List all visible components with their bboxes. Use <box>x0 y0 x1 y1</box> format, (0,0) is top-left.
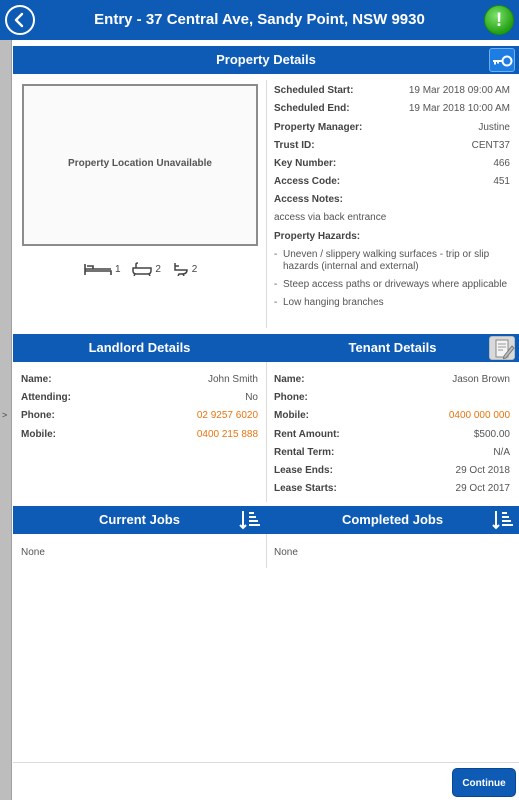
exclamation-icon[interactable] <box>484 5 514 35</box>
field-label: Rent Amount: <box>274 429 340 440</box>
confirm-symbol: ! <box>495 10 503 31</box>
access-notes-label: Access Notes: <box>274 194 343 205</box>
field-value: CENT37 <box>471 140 510 151</box>
field-label: Mobile: <box>274 410 309 421</box>
field-value: 466 <box>493 158 510 169</box>
field-row <box>274 173 510 191</box>
toilet-icon <box>173 262 189 276</box>
field-label: Name: <box>274 374 305 385</box>
drawer-chevron-icon: > <box>2 410 8 420</box>
edit-notes-icon[interactable] <box>489 336 515 360</box>
mobile-link[interactable]: 0400 000 000 <box>448 410 510 421</box>
field-value: No <box>245 392 258 403</box>
field-value: 29 Oct 2017 <box>455 483 510 494</box>
back-arrow-icon[interactable] <box>5 5 35 35</box>
field-value: $500.00 <box>473 429 510 440</box>
field-value: N/A <box>493 447 510 458</box>
field-row <box>274 480 510 498</box>
hazards-list <box>274 249 510 315</box>
field-value: 19 Mar 2018 10:00 AM <box>408 103 510 114</box>
hazard-item: - Low hanging branches <box>274 297 510 309</box>
top-bar <box>0 0 519 40</box>
field-label: Mobile: <box>21 429 56 440</box>
bedroom-count-value: 1 <box>115 263 121 275</box>
current-jobs-title: Current Jobs <box>99 512 180 527</box>
field-row <box>274 426 510 444</box>
field-label: Lease Starts: <box>274 483 337 494</box>
key-icon[interactable] <box>489 48 515 72</box>
page-title: Entry - 37 Central Ave, Sandy Point, NSW 9930 <box>94 11 425 28</box>
access-notes-row <box>274 191 510 209</box>
footer-divider <box>13 762 519 763</box>
sort-icon[interactable] <box>491 509 513 531</box>
access-notes-text: access via back entrance <box>274 212 387 223</box>
field-row <box>274 371 510 389</box>
tenant-details-header <box>266 334 519 362</box>
field-row <box>274 100 510 118</box>
landlord-details-header <box>13 334 266 362</box>
map-unavailable-text: Property Location Unavailable <box>68 158 212 169</box>
field-value: Jason Brown <box>452 374 510 385</box>
field-row <box>274 407 510 425</box>
field-label: Scheduled Start: <box>274 85 354 96</box>
hazard-item: - Uneven / slippery walking surfaces - trip or slip hazards (internal and external) <box>274 249 510 273</box>
mobile-link[interactable]: 0400 215 888 <box>196 429 258 440</box>
field-row <box>274 444 510 462</box>
bathroom-count <box>132 262 161 276</box>
completed-jobs-header <box>266 506 519 534</box>
field-label: Access Code: <box>274 176 341 187</box>
field-row <box>21 426 258 444</box>
field-row <box>274 462 510 480</box>
field-value: 451 <box>493 176 510 187</box>
landlord-details-title: Landlord Details <box>88 340 191 355</box>
field-row <box>274 82 510 100</box>
hazards-label: Property Hazards: <box>274 231 361 242</box>
field-label: Key Number: <box>274 158 337 169</box>
field-row <box>21 371 258 389</box>
completed-jobs-empty: None <box>274 547 298 558</box>
current-jobs-header <box>13 506 266 534</box>
field-value: Justine <box>478 122 510 133</box>
sort-icon[interactable] <box>238 509 260 531</box>
field-row <box>21 389 258 407</box>
property-map <box>22 84 258 246</box>
field-label: Phone: <box>21 410 55 421</box>
bed-icon <box>84 262 112 276</box>
field-row <box>274 137 510 155</box>
field-row <box>274 389 510 407</box>
bathtub-icon <box>132 262 152 276</box>
field-label: Trust ID: <box>274 140 315 151</box>
toilet-count <box>173 262 198 276</box>
property-details-title: Property Details <box>216 52 316 67</box>
field-row <box>274 155 510 173</box>
field-label: Attending: <box>21 392 71 403</box>
field-label: Scheduled End: <box>274 103 350 114</box>
field-row <box>21 407 258 425</box>
contacts-divider <box>266 362 267 502</box>
field-label: Property Manager: <box>274 122 363 133</box>
tenant-details-title: Tenant Details <box>348 340 437 355</box>
continue-button[interactable]: Continue <box>452 768 516 797</box>
toilet-count-value: 2 <box>191 263 198 275</box>
field-value: John Smith <box>207 374 258 385</box>
room-counts <box>84 262 206 278</box>
side-drawer-handle[interactable] <box>0 40 12 800</box>
field-value: 19 Mar 2018 09:00 AM <box>408 85 510 96</box>
hazards-row <box>274 228 510 246</box>
field-label: Rental Term: <box>274 447 335 458</box>
phone-link[interactable]: 02 9257 6020 <box>196 410 258 421</box>
current-jobs-empty: None <box>21 547 45 558</box>
jobs-divider <box>266 534 267 568</box>
bedroom-count <box>84 262 121 276</box>
property-divider <box>266 80 267 328</box>
field-row <box>274 119 510 137</box>
completed-jobs-title: Completed Jobs <box>341 512 444 527</box>
property-details-header <box>13 46 519 74</box>
field-label: Phone: <box>274 392 308 403</box>
bathroom-count-value: 2 <box>155 263 161 275</box>
field-label: Lease Ends: <box>274 465 333 476</box>
hazard-item: - Steep access paths or driveways where applicable <box>274 279 510 291</box>
field-value: 29 Oct 2018 <box>455 465 510 476</box>
field-label: Name: <box>21 374 52 385</box>
